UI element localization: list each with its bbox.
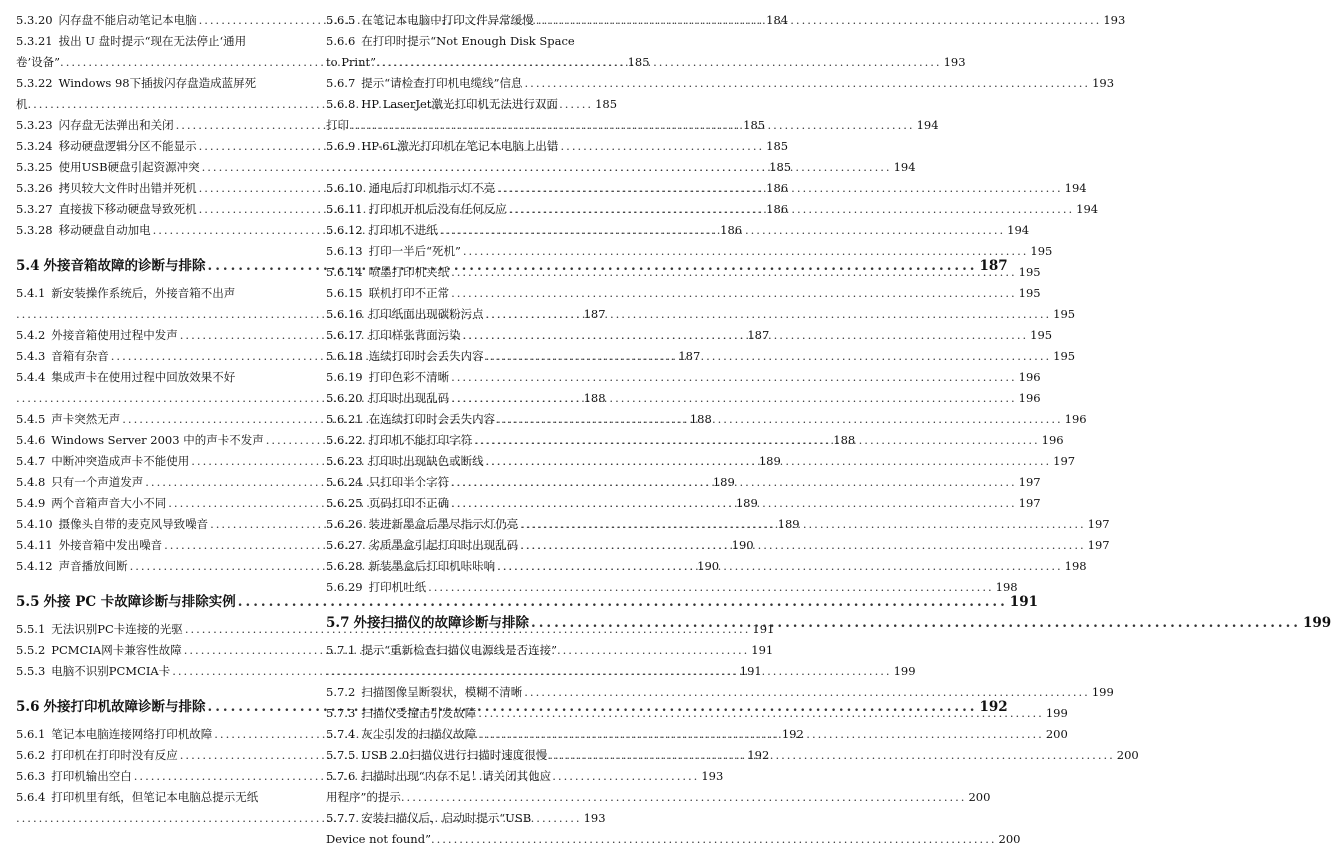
toc-entry[interactable] [326,304,1076,325]
entry-number: 5.6.26 [326,517,363,531]
page-number: 196 [1041,433,1064,447]
dot-leader [478,724,1044,745]
page-number: 192 [979,699,1008,715]
entry-title: 在打印时提示“Not Enough Disk Space [361,34,575,48]
entry-title: HP-6L激光打印机在笔记本电脑上出错 [361,139,559,153]
toc-entry[interactable] [16,661,762,682]
entry-title: 新装墨盒后打印机咔咔响 [368,559,496,573]
page-number: 200 [1116,748,1139,762]
entry-number: 5.4.4 [16,370,46,384]
page-number: 195 [1030,244,1053,258]
entry-title: PCMCIA网卡兼容性故障 [51,643,182,657]
entry-number: 5.4.6 [16,433,46,447]
entry-title-continued: 卷’设备” [16,55,61,69]
page-number: 197 [1087,517,1110,531]
toc-entry[interactable] [16,157,792,178]
entry-title: 只有一个声道发声 [51,475,144,489]
entry-title: 只打印半个字符 [368,475,450,489]
entry-line-1 [326,94,616,115]
dot-leader [451,388,1017,409]
section-title: 外接打印机故障诊断与排除 [43,699,206,715]
section-title: 外接扫描仪的故障诊断与排除 [353,615,529,631]
entry-title: 联机打印不正常 [368,286,450,300]
dot-leader [524,682,1090,703]
entry-number: 5.6.21 [326,412,363,426]
page-number: 193 [583,811,606,825]
page-number: 186 [720,223,743,237]
page-number: 200 [998,832,1021,846]
toc-entry[interactable] [326,577,1018,598]
entry-number: 5.3.20 [16,13,53,27]
entry-line-1 [326,808,616,829]
dot-leader [536,10,1102,31]
entry-number: 5.4.11 [16,538,53,552]
page-number: 199 [1303,615,1331,631]
page-number: 197 [1018,496,1041,510]
entry-number: 5.3.26 [16,181,53,195]
entry-title: 闪存盘不能启动笔记本电脑 [58,13,197,27]
page-number: 194 [916,118,939,132]
page-number: 197 [1087,538,1110,552]
page-number: 192 [747,748,770,762]
entry-number: 5.6.29 [326,580,363,594]
page-number: 199 [1045,706,1068,720]
section-title: 外接 PC 卡故障诊断与排除实例 [43,594,236,610]
entry-title: 扫描图像呈断裂状，模糊不清晰 [361,685,523,699]
page-number: 188 [583,391,606,405]
entry-number: 5.6.4 [16,790,46,804]
entry-number: 5.5.2 [16,643,46,657]
entry-number: 5.6.2 [16,748,46,762]
entry-title-continued: 打印 [326,118,349,132]
entry-number: 5.4.1 [16,286,46,300]
page-number: 193 [943,55,966,69]
entry-line-2 [326,829,1021,850]
entry-number: 5.7.1 [326,643,356,657]
entry-title: 新安装操作系统后，外接音箱不出声 [51,286,236,300]
entry-number: 5.4.5 [16,412,46,426]
entry-number: 5.4.10 [16,517,53,531]
entry-number: 5.6.17 [326,328,363,342]
entry-title: 声卡突然无声 [51,412,121,426]
entry-title: 打印机里有纸，但笔记本电脑总提示无纸 [51,790,259,804]
dot-leader [451,472,1017,493]
entry-number: 5.6.10 [326,181,363,195]
entry-title: 打印纸面出现碳粉污点 [368,307,484,321]
entry-number: 5.6.7 [326,76,356,90]
entry-title: 提示“请检查打印机电缆线”信息 [361,76,523,90]
entry-number: 5.6.18 [326,349,363,363]
entry-line-1 [326,766,616,787]
page-number: 196 [1064,412,1087,426]
entry-number: 5.6.11 [326,202,363,216]
entry-title: 页码打印不正确 [368,496,450,510]
dot-leader [428,577,994,598]
entry-number: 5.7.3 [326,706,356,720]
entry-number: 5.6.5 [326,13,356,27]
dot-leader [326,661,892,682]
entry-title: 打印机吐纸 [368,580,427,594]
page-number: 199 [1091,685,1114,699]
entry-title: 灰尘引发的扫描仪故障 [361,727,477,741]
page-number: 197 [1018,475,1041,489]
page-number: 198 [1064,559,1087,573]
entry-number: 5.6.13 [326,244,363,258]
entry-title: 声音播放间断 [58,559,128,573]
section-number: 5.7 [326,615,350,631]
entry-title-continued: 机 [16,97,28,111]
entry-number: 5.6.22 [326,433,363,447]
dot-leader [497,409,1063,430]
page-number: 199 [893,664,916,678]
page-number: 185 [627,55,650,69]
dot-leader [486,451,1052,472]
toc-entry[interactable] [326,367,1041,388]
section-number: 5.4 [16,258,40,274]
page-number: 194 [1064,181,1087,195]
toc-entry[interactable] [326,241,1053,262]
entry-number: 5.6.19 [326,370,363,384]
page-number: 193 [701,769,724,783]
entry-number: 5.6.25 [326,496,363,510]
page-number: 189 [777,517,800,531]
page-number: 195 [1053,307,1076,321]
entry-title: 电脑不识别PCMCIA卡 [51,664,171,678]
entry-number: 5.4.8 [16,475,46,489]
entry-title-continued: to Print” [326,55,377,69]
entry-number: 5.4.12 [16,559,53,573]
page-number: 189 [758,454,781,468]
entry-title: 喷墨打印机夹纸 [368,265,450,279]
entry-title: 外接音箱使用过程中发声 [51,328,178,342]
entry-line-1 [16,283,306,304]
entry-number: 5.6.9 [326,139,356,153]
toc-entry[interactable] [326,388,1041,409]
dot-leader [451,262,1017,283]
entry-title: 两个音箱声音大小不同 [51,496,167,510]
entry-number: 5.6.8 [326,97,356,111]
dot-leader [451,493,1017,514]
page-number: 185 [769,160,792,174]
entry-title: 集成声卡在使用过程中回放效果不好 [51,370,236,384]
toc-entry[interactable] [326,283,1041,304]
dot-leader [549,745,1115,766]
page-number: 192 [781,727,804,741]
entry-title: 打印机输出空白 [51,769,132,783]
dot-leader [520,535,1086,556]
entry-line-1 [16,31,306,52]
entry-title: 劣质墨盒引起打印时出现乱码 [368,538,519,552]
entry-line-1 [326,640,616,661]
entry-number: 5.7.7 [326,811,356,825]
page-number: 185 [743,118,766,132]
page-number: 194 [1076,202,1099,216]
entry-title: 无法识别PC卡连接的光驱 [51,622,183,636]
entry-title: 打印样张背面污染 [368,328,461,342]
dot-leader [497,556,1063,577]
dot-leader [463,241,1029,262]
entry-title: 摄像头自带的麦克风导致噪音 [58,517,209,531]
entry-number: 5.6.1 [16,727,46,741]
page-number: 197 [1053,454,1076,468]
entry-line-1 [326,136,616,157]
entry-title: 闪存盘无法弹出和关闭 [58,118,174,132]
entry-title: 在笔记本电脑中打印文件异常缓慢 [361,13,534,27]
toc-entry[interactable] [326,73,1115,94]
dot-leader [326,157,892,178]
entry-number: 5.6.27 [326,538,363,552]
entry-line-1 [16,367,306,388]
entry-title: Windows 98下插拔闪存盘造成蓝屏死 [58,76,257,90]
entry-number: 5.7.4 [326,727,356,741]
entry-number: 5.4.2 [16,328,46,342]
entry-number: 5.7.5 [326,748,356,762]
entry-number: 5.5.1 [16,622,46,636]
page-number: 191 [752,622,775,636]
page-number: 189 [712,475,735,489]
toc-entry[interactable] [326,682,1114,703]
section-title: 外接音箱故障的诊断与排除 [43,258,206,274]
page-number: 188 [689,412,712,426]
entry-title: 打印机不能打印字符 [368,433,473,447]
page-number: 191 [1009,594,1038,610]
entry-title-continued: 用程序”的提示 [326,790,401,804]
dot-leader [486,304,1052,325]
entry-number: 5.4.7 [16,454,46,468]
page-number: 190 [697,559,720,573]
entry-title: 音箱有杂音 [51,349,109,363]
entry-number: 5.6.24 [326,475,363,489]
entry-title: 使用USB硬盘引起资源冲突 [58,160,200,174]
entry-line-1 [326,31,616,52]
entry-number: 5.6.15 [326,286,363,300]
dot-leader [349,115,915,136]
entry-title: 拷贝较大文件时出错并死机 [58,181,197,195]
dot-leader [525,73,1091,94]
page-number: 186 [766,181,789,195]
page-number: 191 [739,664,762,678]
entry-title: 打印色彩不清晰 [368,370,450,384]
entry-number: 5.3.25 [16,160,53,174]
dot-leader [509,199,1075,220]
page-number: 185 [595,97,618,111]
page-number: 187 [979,258,1008,274]
page-number: 200 [1045,727,1068,741]
dot-leader [376,52,942,73]
dot-leader [451,283,1017,304]
dot-leader [520,514,1086,535]
dot-leader [440,220,1006,241]
entry-number: 5.6.3 [16,769,46,783]
page-number: 193 [1103,13,1126,27]
entry-title: 打印时出现乱码 [368,391,450,405]
page-number: 187 [583,307,606,321]
page-number: 194 [1007,223,1030,237]
entry-title: 打印机开机后没有任何反应 [368,202,507,216]
entry-title: 连续打印时会丢失内容 [368,349,484,363]
page-number: 194 [893,160,916,174]
entry-title: 中断冲突造成声卡不能使用 [51,454,190,468]
entry-title: 拔出 U 盘时提示“现在无法停止‘通用 [58,34,247,48]
page-number: 196 [1018,370,1041,384]
page-number: 189 [735,496,758,510]
entry-title: 扫描时出现“内存不足！请关闭其他应 [361,769,552,783]
page-number: 196 [1018,391,1041,405]
page-number: 187 [747,328,770,342]
entry-title: 打印一半后“死机” [368,244,461,258]
page-number: 200 [968,790,991,804]
entry-title: USB 2.0扫描仪进行扫描时速度很慢 [361,748,548,762]
page-number: 187 [678,349,701,363]
entry-title: 外接音箱中发出噪音 [58,538,163,552]
section-number: 5.5 [16,594,40,610]
dot-leader [531,612,1301,634]
entry-number: 5.6.14 [326,265,363,279]
page-number: 195 [1018,286,1041,300]
entry-number: 5.3.22 [16,76,53,90]
page-number: 191 [751,643,774,657]
entry-line-1 [16,787,306,808]
toc-entry[interactable] [326,808,1021,850]
entry-title-continued: Device not found” [326,832,431,846]
entry-number: 5.6.16 [326,307,363,321]
page-number: 185 [766,139,789,153]
dot-leader [478,703,1044,724]
dot-leader [474,430,1040,451]
entry-number: 5.3.24 [16,139,53,153]
page-number: 190 [731,538,754,552]
entry-title: 在连续打印时会丢失内容 [368,412,496,426]
entry-title: 通电后打印机指示灯不亮 [368,181,496,195]
dot-leader [431,829,997,850]
entry-line-1 [16,73,306,94]
entry-title: 打印时出现缺色或断线 [368,454,484,468]
entry-title: 移动硬盘自动加电 [58,223,151,237]
entry-number: 5.6.28 [326,559,363,573]
entry-number: 5.6.20 [326,391,363,405]
entry-number: 5.6.6 [326,34,356,48]
entry-title: HP LaserJet激光打印机无法进行双面 [361,97,558,111]
entry-number: 5.7.6 [326,769,356,783]
page-number: 188 [833,433,856,447]
entry-title: 直接拔下移动硬盘导致死机 [58,202,197,216]
entry-number: 5.5.3 [16,664,46,678]
toc-section-heading[interactable] [16,591,1038,613]
page-number: 198 [995,580,1018,594]
entry-title: 扫描仪受撞击引发故障 [361,706,477,720]
section-number: 5.6 [16,699,40,715]
entry-title: 打印机不进纸 [368,223,438,237]
page-number: 195 [1053,349,1076,363]
entry-number: 5.6.23 [326,454,363,468]
entry-number: 5.3.28 [16,223,53,237]
entry-line-2 [326,787,991,808]
entry-title: 安装扫描仪后，启动时提示“USB [361,811,532,825]
entry-title: Windows Server 2003 中的声卡不发声 [51,433,264,447]
page-number: 193 [1092,76,1115,90]
dot-leader [401,787,967,808]
dot-leader [463,325,1029,346]
page-number: 184 [766,13,789,27]
page-number: 195 [1030,328,1053,342]
entry-number: 5.3.27 [16,202,53,216]
entry-number: 5.4.9 [16,496,46,510]
entry-number: 5.4.3 [16,349,46,363]
page-number: 195 [1018,265,1041,279]
entry-title: 笔记本电脑连接网络打印机故障 [51,727,213,741]
entry-title: 装进新墨盒后墨尽指示灯仍亮 [368,517,519,531]
entry-number: 5.7.2 [326,685,356,699]
dot-leader [451,367,1017,388]
entry-number: 5.3.21 [16,34,53,48]
dot-leader [486,346,1052,367]
page-number: 186 [766,202,789,216]
dot-leader [497,178,1063,199]
entry-number: 5.3.23 [16,118,53,132]
entry-title: 提示“重新检查扫描仪电源线是否连接” [361,643,558,657]
entry-title: 打印机在打印时没有反应 [51,748,178,762]
entry-number: 5.6.12 [326,223,363,237]
entry-title: 移动硬盘逻辑分区不能显示 [58,139,197,153]
